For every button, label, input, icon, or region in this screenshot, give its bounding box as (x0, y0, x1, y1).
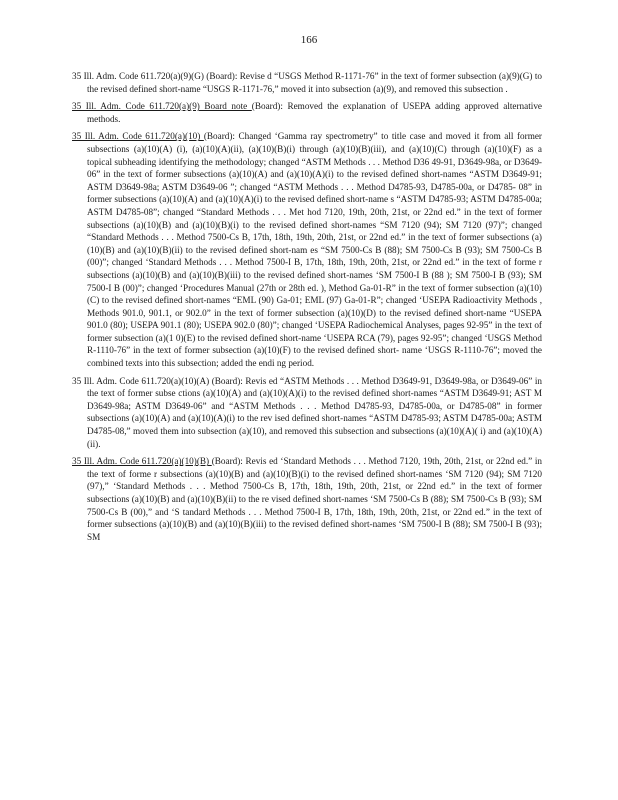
entry-citation: 35 Ill. Adm. Code 611.720(a)(10)(B) (72, 456, 212, 467)
entry-citation: 35 Ill. Adm. Code 611.720(a)(9)(G) (72, 71, 204, 81)
amendment-entry (72, 100, 542, 125)
entry-text: (Board): Removed the explanation of USEPA adding approved alternative methods. (87, 101, 543, 124)
entry-citation: 35 Ill. Adm. Code 611.720(a)(9) Board note (72, 101, 252, 112)
entry-text: (Board): Changed ‘Gamma ray spectrometry” to title case and moved it from all former subsections (a)(10)(A) (i), (a)(10)(A)(ii), (a)(10)(B)(i) through (a)(10)(B)(iii), and (a)(10)(C) through (a)(10)(F) as a topical subheading identifying the methodology; changed “ASTM Methods . . . Method D36 49-91, D3649-98a, or D3649-06” in the text of former subsections (a)(10)(A) and (a)(10)(A)(i) to the revised defined short-names “ASTM D3649-91; ASTM D3649-98a; ASTM D3649-06 ”; changed “ASTM Methods . . . Method D4785-93, D4785-00a, or D4785- 08” in former subsections (a)(10)(A) and (a)(10)(A)(i) to the revised defined short-name s “ASTM D4785-93; ASTM D4785-00a; ASTM D4785-08”; changed “Standard Methods . . . Met hod 7120, 19th, 20th, 21st, or 22nd ed.” in the text of former subsections (a)(10)(B) and (a)(10)(B)(i) to the revised defined short-names “SM 7120 (94); SM 7120 (97)”; changed “Standard Methods . . . Method 7500-Cs B, 17th, 18th, 19th, 20th, 21st, or 22nd ed.” in the text of former subsections (a)(10)(B) and (a)(10)(B)(ii) to the revised defined short-nam es “SM 7500-Cs B (88); SM 7500-Cs B (93); SM 7500-Cs B (00)”; changed ‘Standard Methods . . . Method 7500-I B, 17th, 18th, 19th, 20th, 21st, or 22nd ed.” in the text of forme r subsections (a)(10)(B) and (a)(10)(B)(iii) to the revised defined short-names ‘SM 7500-I B (88 ); SM 7500-I B (93); SM 7500-I B (00)”; changed ‘Procedures Manual (27th or 28th ed. ), Method Ga-01-R” in the text of former subsection (a)(10)(C) to the revised defined short-names “EML (90) Ga-01; EML (97) Ga-01-R”; changed ‘USEPA Radioactivity Methods , Methods 901.0, 901.1, or 902.0” in the text of former subsection (a)(10)(D) to the revised defined short-name “USEPA 901.0 (80); USEPA 901.1 (80); USEPA 902.0 (80)”; changed ‘USEPA Radiochemical Analyses, pages 92-95” in the text of former subsection (a)(1 0)(E) to the revised defined short-name ‘USEPA RCA (79), pages 92-95”; changed ‘USGS Method R-1110-76” in the text of former subsection (a)(10)(F) to the revised defined short- name ‘USGS R-1110-76”; moved the combined texts into this subsection; added the endi ng period. (87, 131, 542, 369)
page-number: 166 (300, 34, 318, 46)
amendment-entry (72, 70, 542, 95)
entry-text: (Board): Revis ed ‘Standard Methods . . . Method 7120, 19th, 20th, 21st, or 22nd ed.” in the text of forme r subsections (a)(10)(B) and (a)(10)(B)(i) to the revised defined short-names ‘SM 7120 (94); SM 7120 (97),” ‘Standard Methods . . . Method 7500-Cs B, 17th, 18th, 19th, 20th, 21st, or 22nd ed.” in the text of former subsections (a)(10)(B) and (a)(10)(B)(ii) to the re vised defined short-names ‘SM 7500-Cs B (88); SM 7500-Cs B (93); SM 7500-Cs B (00),” and ‘S tandard Methods . . . Method 7500-I B, 17th, 18th, 19th, 20th, 21st, or 22nd ed.” in the text of former subsections (a)(10)(B) and (a)(10)(B)(iii) to the revised defined short-names ‘SM 7500-I B (88); SM 7500-I B (93); SM (87, 456, 542, 542)
amendment-list (72, 70, 542, 548)
entry-text: (Board): Revis ed “ASTM Methods . . . Method D3649-91, D3649-98a, or D3649-06” in the text of former subse ctions (a)(10)(A) and (a)(10)(A)(i) to the revised defined short-names “ASTM D3649-91; AST M D3649-98a; ASTM D3649-06” and “ASTM Methods . . . Method D4785-93, D4785-00a, or D4785-08” in former subsections (a)(10)(A) and (a)(10)(A)(i) to the rev ised defined short-names “ASTM D4785-93; ASTM D4785-00a; ASTM D4785-08,” moved them into subsection (a)(10), and removed this subsection and subsections (a)(10)(A)( i) and (a)(10)(A)(ii). (87, 375, 543, 449)
entry-text: (Board): Revise d “USGS Method R-1171-76” in the text of former subsection (a)(9)(G) to the revised defined short-name “USGS R-1171-76,” moved it into subsection (a)(9), and removed this subsection . (87, 71, 543, 94)
entry-citation: 35 Ill. Adm. Code 611.720(a)(10) (72, 131, 204, 142)
amendment-entry (72, 375, 542, 451)
amendment-entry (72, 455, 542, 543)
amendment-entry (72, 130, 542, 369)
entry-citation: 35 Ill. Adm. Code 611.720(a)(10)(A) (72, 375, 210, 386)
